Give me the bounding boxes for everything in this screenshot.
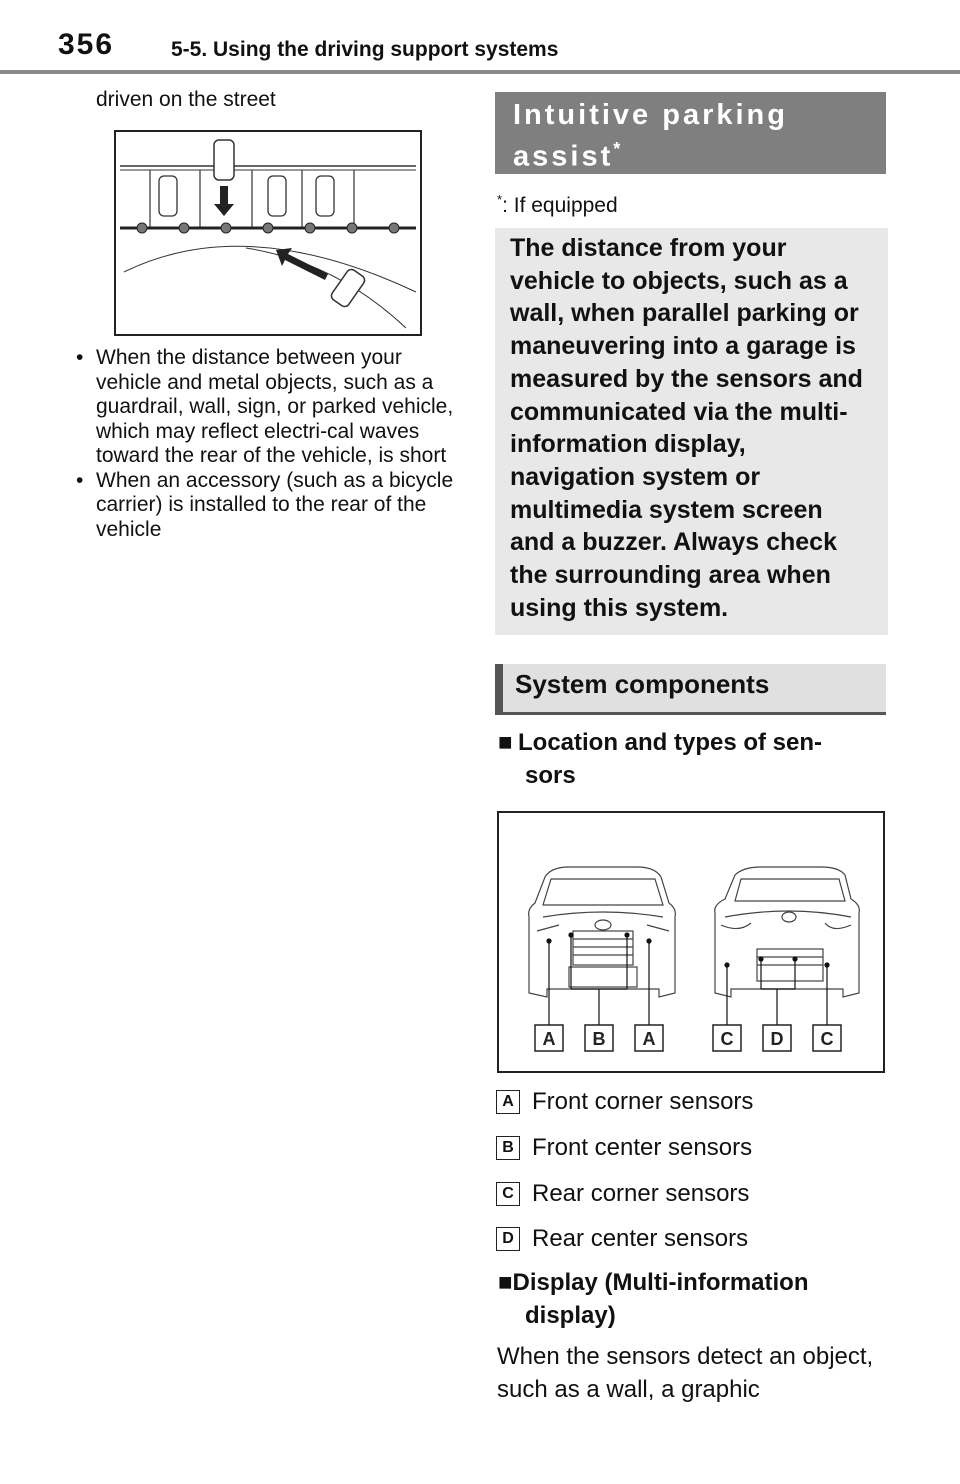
intuitive-parking-assist-title: [495, 92, 886, 174]
asterisk-mark: *: [613, 139, 621, 159]
legend-item: [496, 1227, 748, 1251]
equipped-note: [497, 192, 618, 218]
legend-key: B: [496, 1136, 520, 1160]
legend-text: Rear center sensors: [532, 1225, 749, 1252]
bullet-item: • When an accessory (such as a bicycle carrier) is installed to the rear of the vehicle: [72, 469, 464, 543]
square-bullet-icon: ■: [498, 729, 513, 756]
legend-text: Front corner sensors: [532, 1088, 754, 1115]
sensor-label: C: [820, 1029, 834, 1049]
moving-car: [214, 140, 234, 180]
rear-vehicle: [715, 867, 860, 997]
parking-illustration: [114, 130, 422, 336]
down-arrow-icon: [214, 186, 234, 216]
legend-item: [496, 1182, 749, 1206]
title-line-1: Intuitive parking: [513, 99, 788, 131]
reversing-car: [329, 268, 366, 309]
legend-key: C: [496, 1182, 520, 1206]
sensor-location-illustration: [497, 811, 885, 1073]
sensor-label: A: [542, 1029, 556, 1049]
square-bullet-icon: ■: [498, 1269, 513, 1296]
header-rule: [0, 70, 960, 74]
legend-text: Rear corner sensors: [532, 1180, 750, 1207]
legend-key: A: [496, 1090, 520, 1114]
display-body-text: When the sensors detect an object, such as a wall, a graphic: [497, 1343, 874, 1403]
bullet-list: [72, 346, 464, 542]
parked-cars: [159, 176, 334, 216]
sensor-label: A: [642, 1029, 656, 1049]
location-heading-text: Location and types of sen-: [518, 729, 823, 756]
front-vehicle: [529, 867, 676, 997]
section-title: 5-5. Using the driving support systems: [171, 38, 559, 61]
title-line-2: assist: [513, 140, 614, 173]
equipped-text: : If equipped: [502, 194, 618, 217]
bullet-item: • When the distance between your vehicle and metal objects, such as a guardrail, wall, sign, or parked vehicle, which may reflect electri-cal waves toward the rear of the vehicle, is short: [72, 346, 464, 469]
display-heading-cont: display): [525, 1302, 616, 1329]
sensor-label: D: [770, 1029, 784, 1049]
sensor-label: B: [592, 1029, 606, 1049]
location-heading: [498, 726, 878, 792]
summary-box: The distance from your vehicle to objects, such as a wall, when parallel parking or maneuvering into a garage is measured by the sensors and communicated via the multi-information display, navigation system or multimedia system screen and a buzzer. Always check the surrounding area when using this system.: [495, 228, 888, 635]
legend-item: [496, 1090, 753, 1114]
display-heading-text: Display (Multi-information: [512, 1269, 809, 1296]
legend-key: D: [496, 1227, 520, 1251]
sensor-label: C: [720, 1029, 734, 1049]
intro-line: driven on the street: [96, 88, 276, 111]
page-number: 356: [58, 28, 115, 61]
legend-item: [496, 1136, 752, 1160]
display-heading: [498, 1266, 878, 1332]
parking-diagram: [116, 132, 420, 334]
location-heading-cont: sors: [525, 762, 576, 789]
sensor-diagram: [499, 813, 883, 1071]
asterisk-mark: *: [497, 192, 503, 207]
legend-text: Front center sensors: [532, 1134, 753, 1161]
system-components-heading: System components: [495, 664, 886, 715]
